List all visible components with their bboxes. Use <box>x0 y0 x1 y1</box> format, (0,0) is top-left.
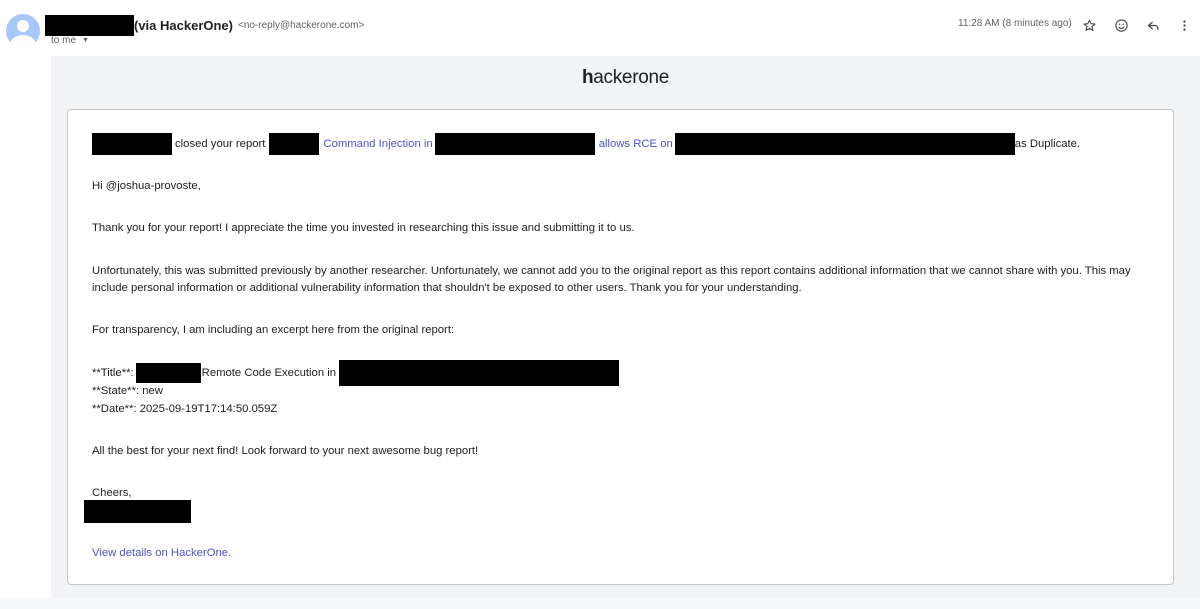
redacted-closer-name <box>92 133 172 155</box>
closing-paragraph: All the best for your next find! Look forward to your next awesome bug report! <box>92 445 479 457</box>
star-icon <box>1082 18 1097 33</box>
chevron-down-icon: ▼ <box>82 37 89 44</box>
hackerone-logo: hackerone <box>581 67 670 88</box>
star-button[interactable] <box>1078 14 1100 36</box>
redacted-target-2 <box>675 133 1015 155</box>
title-label: **Title**: <box>92 366 134 379</box>
redacted-title-prefix <box>136 363 201 383</box>
avatar-body <box>10 35 36 48</box>
reply-icon <box>1146 18 1161 33</box>
greeting: Hi @joshua-provoste, <box>92 180 201 192</box>
report-closed-headline <box>92 133 1149 155</box>
sender-row <box>45 14 364 36</box>
email-timestamp: 11:28 AM (8 minutes ago) <box>958 18 1072 29</box>
cheers-text: Cheers, <box>92 487 132 499</box>
email-body-background <box>51 56 1200 609</box>
view-details-link[interactable]: View details on HackerOne. <box>92 547 232 559</box>
sender-email: <no-reply@hackerone.com> <box>238 19 365 31</box>
view-details-paragraph <box>92 545 1149 562</box>
redacted-target-1 <box>435 133 595 155</box>
thanks-paragraph: Thank you for your report! I appreciate the time you invested in researching this issue and submitting it to us. <box>92 222 635 234</box>
duplicate-explanation-line2: include personal information or additional vulnerability information that shouldn't be exposed to other users. Thank you for your understanding. <box>92 282 802 294</box>
reply-button[interactable] <box>1142 14 1164 36</box>
duplicate-explanation-line1: Unfortunately, this was submitted previously by another researcher. Unfortunately, we cannot add you to the original report as this report contains additional information that we cannot share with you. This may <box>92 265 1131 277</box>
emoji-icon <box>1114 18 1129 33</box>
redacted-signature <box>84 500 191 523</box>
avatar-head <box>17 20 29 32</box>
sender-name[interactable]: (via HackerOne) <box>134 17 233 33</box>
report-link-part2[interactable]: allows RCE on <box>598 137 673 150</box>
to-label: to me <box>51 35 77 46</box>
more-options-button[interactable] <box>1173 14 1195 36</box>
closed-text: closed your report <box>175 137 266 150</box>
sender-avatar[interactable] <box>6 14 40 48</box>
excerpt-date-line: **Date**: 2025-09-19T17:14:50.059Z <box>92 403 278 415</box>
report-link-part1[interactable]: Command Injection in <box>323 137 433 150</box>
redacted-sender-name <box>45 15 134 36</box>
recipient-details-toggle[interactable] <box>51 35 89 46</box>
transparency-paragraph: For transparency, I am including an excerpt here from the original report: <box>92 324 455 336</box>
title-text: Remote Code Execution in <box>201 366 337 379</box>
page-footer-strip <box>0 597 1200 609</box>
emoji-reaction-button[interactable] <box>1110 14 1132 36</box>
email-card <box>67 109 1174 585</box>
more-vert-icon <box>1177 18 1192 33</box>
excerpt-state-line: **State**: new <box>92 385 163 397</box>
duplicate-text: as Duplicate. <box>1014 137 1081 150</box>
redacted-report-id <box>269 133 319 155</box>
